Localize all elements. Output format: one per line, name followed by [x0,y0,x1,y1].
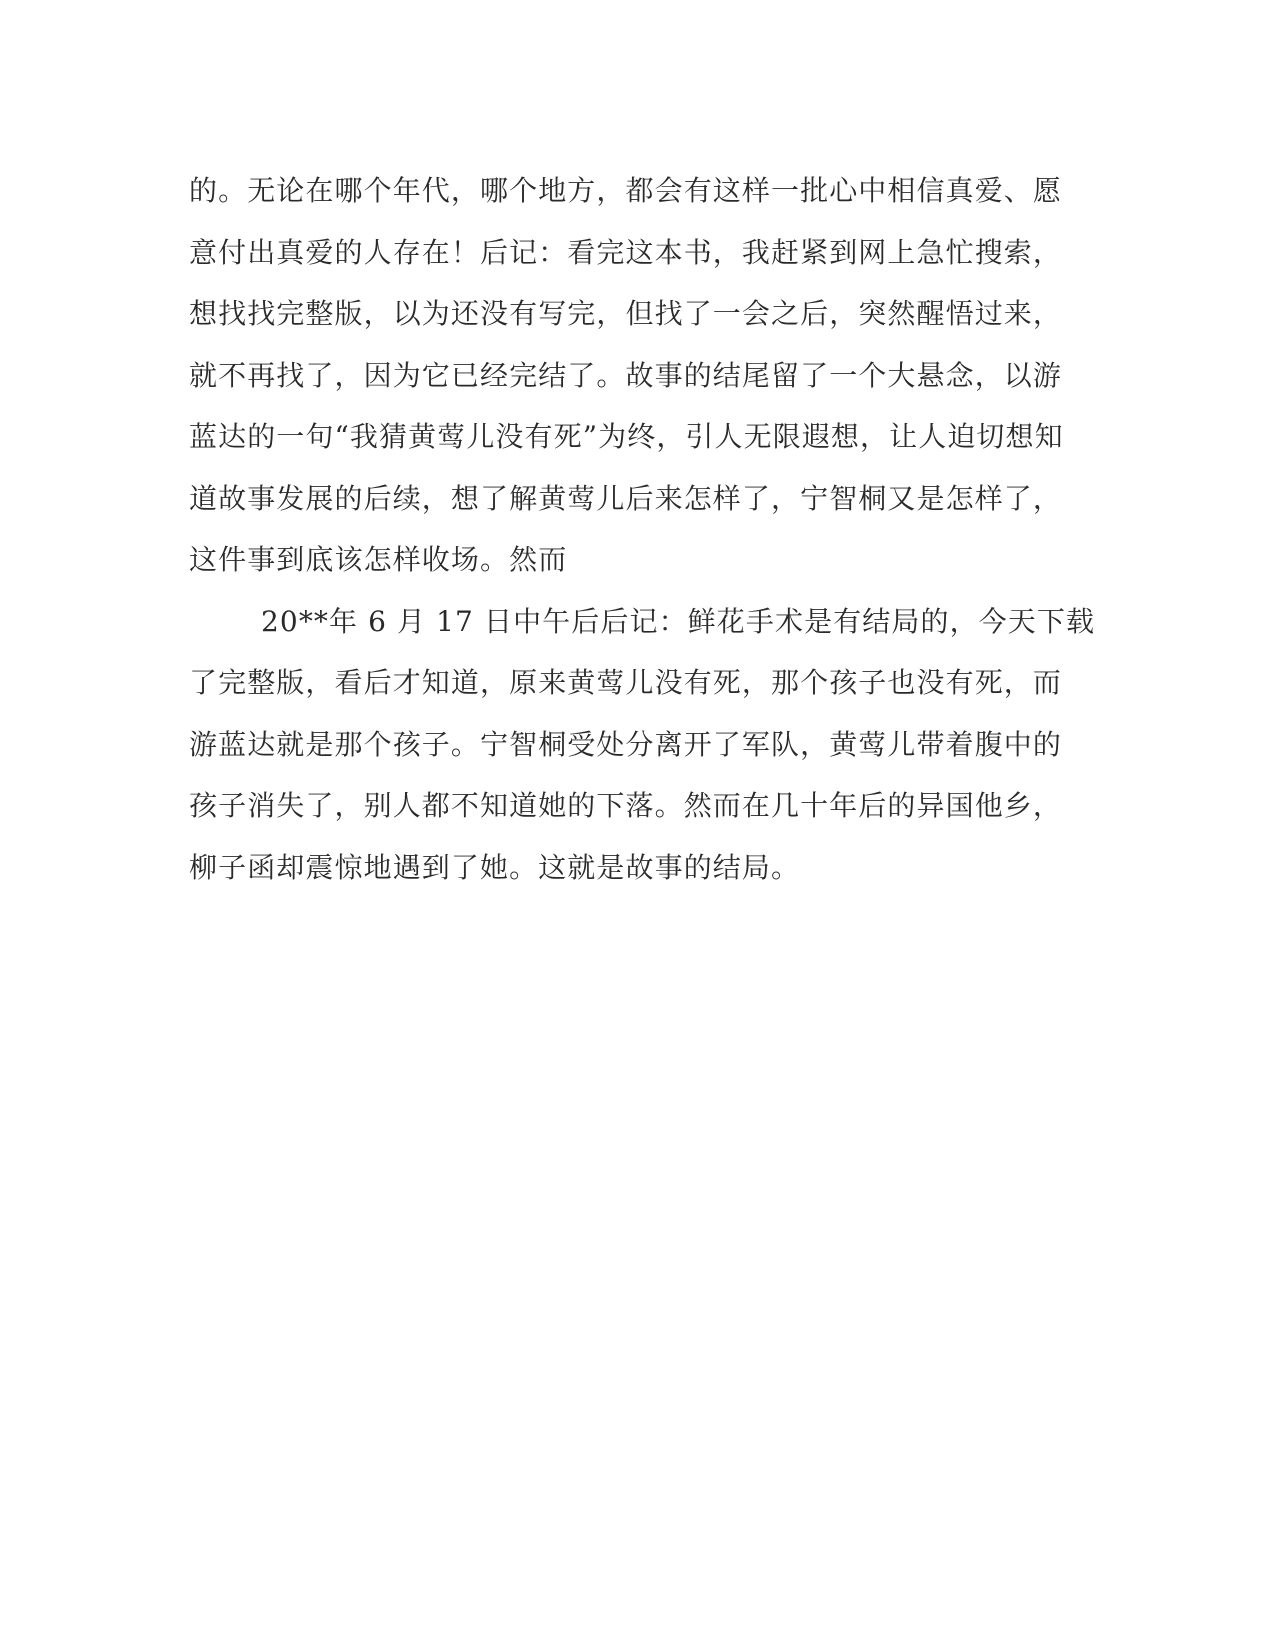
paragraph-line: 这件事到底该怎样收场。然而 [189,543,568,576]
body-text [189,160,1096,898]
paragraph-line: 了完整版，看后才知道，原来黄莺儿没有死，那个孩子也没有死，而 [189,666,1063,699]
paragraph-line: 意付出真爱的人存在！后记：看完这本书，我赶紧到网上急忙搜索， [189,235,1063,269]
paragraph-line: 想找找完整版，以为还没有写完，但找了一会之后，突然醒悟过来， [189,297,1063,330]
paragraph-line: 就不再找了，因为它已经完结了。故事的结尾留了一个大悬念，以游 [189,358,1063,392]
paragraph-2 [189,591,1096,899]
paragraph-line: 游蓝达就是那个孩子。宁智桐受处分离开了军队，黄莺儿带着腹中的 [189,727,1063,761]
paragraph-line: 孩子消失了，别人都不知道她的下落。然而在几十年后的异国他乡， [189,789,1063,822]
paragraph-line: 蓝达的一句“我猜黄莺儿没有死”为终，引人无限遐想，让人迫切想知 [189,420,1064,453]
paragraph-line: 柳子函却震惊地遇到了她。这就是故事的结局。 [189,850,801,884]
paragraph-line: 的。无论在哪个年代，哪个地方，都会有这样一批心中相信真爱、愿 [189,174,1063,207]
paragraph-line: 20**年 6 月 17 日中午后后记：鲜花手术是有结局的，今天下载 [261,604,1096,638]
paragraph-line: 道故事发展的后续，想了解黄莺儿后来怎样了，宁智桐又是怎样了， [189,481,1063,515]
paragraph-1 [189,160,1064,591]
